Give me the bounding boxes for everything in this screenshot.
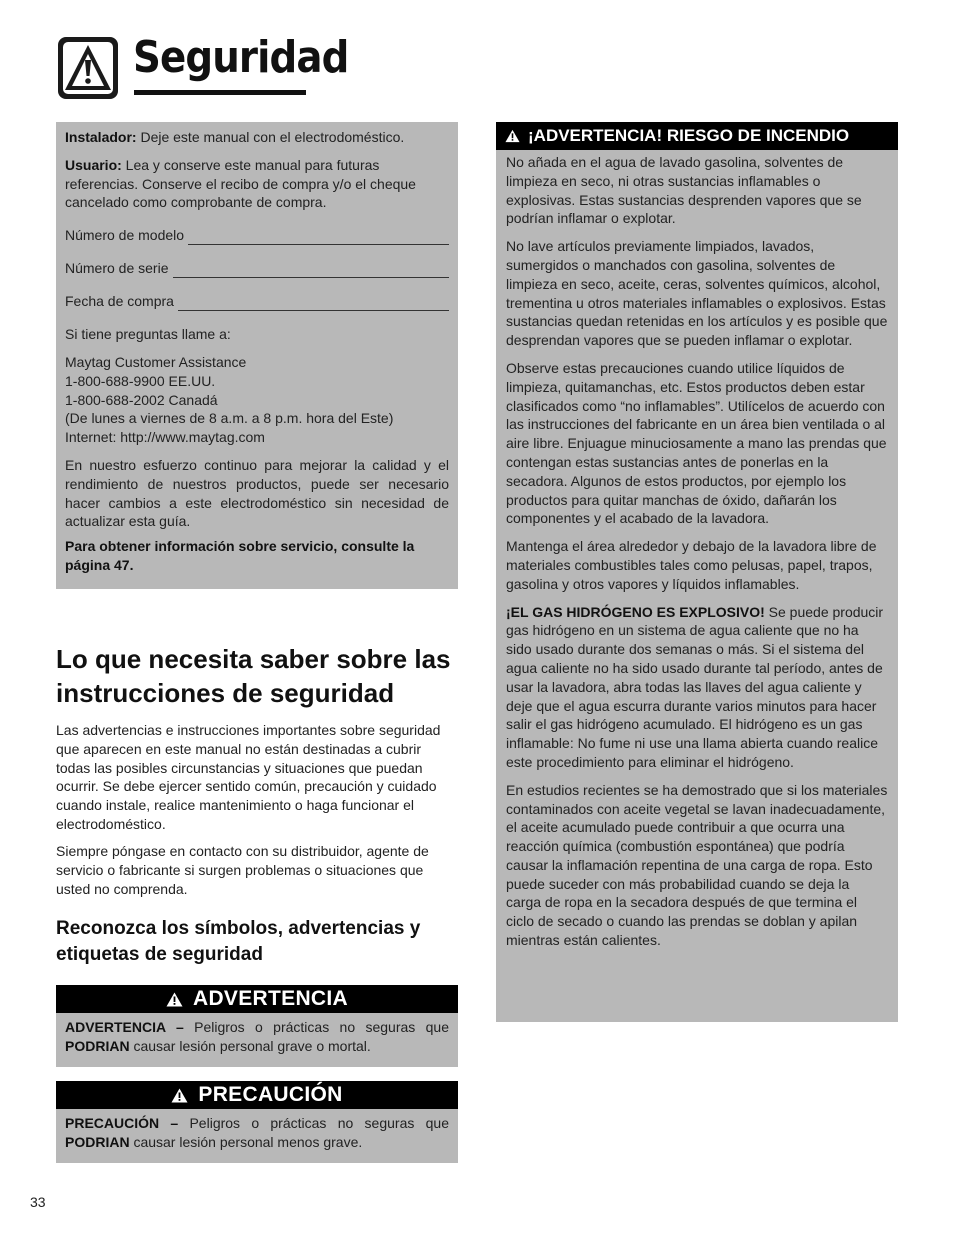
- purchase-date-field: Fecha de compra: [65, 292, 449, 311]
- fire-paragraph: No añada en el agua de lavado gasolina, solventes de limpieza en seco, ni otras sustancias inflamables o explosivas. Estas sustancias desprenden vapores que se podrían inflamar o explotar.: [506, 154, 862, 227]
- fire-paragraph: No lave artículos previamente limpiados, lavados, sumergidos o manchados con gasolina, solventes de limpieza en seco, aceite, ceras, solventes químicos, alcohol, trementina u otros materiales inflamables o explosivos. Estas sustancias quedan retenidas en los artículos y es posible que desprendan vapores que se pueden inflamar o explotar.: [506, 238, 888, 349]
- owner-info-box: [56, 122, 458, 589]
- serial-number-field: Número de serie: [65, 259, 449, 278]
- symbols-heading: Reconozca los símbolos, advertencias y etiquetas de seguridad: [56, 918, 421, 965]
- alert-triangle-icon: [171, 1088, 188, 1103]
- precaucion-header: PRECAUCIÓN: [56, 1081, 458, 1109]
- warning-triangle-icon: [57, 36, 119, 100]
- hydrogen-warning: ¡EL GAS HIDRÓGENO ES EXPLOSIVO! Se puede producir gas hidrógeno en un sistema de agua caliente que no ha sido usado durante dos semanas o más. Si el sistema del agua caliente no ha sido usado durante tal período, antes de usar la lavadora, abra todas las llaves del agua caliente y deje que el agua escurra durante varios minutos para hacer salir el gas hidrógeno acumulado. El hidrógeno es un gas inflamable: No fume ni use una llama abierta cuando realice este procedimiento para eliminar el hidrógeno.: [506, 603, 884, 770]
- service-note: Para obtener información sobre servicio, consulte la página 47.: [65, 538, 415, 573]
- alert-triangle-icon: [505, 129, 520, 143]
- fire-paragraph: Observe estas precauciones cuando utilice líquidos de limpieza, quitamanchas, etc. Estos productos deben estar clasificados como “no inflamables”. Utilícelos de acuerdo con las instrucciones del fabricante en un área bien ventilada o al aire libre. Enjuague minuciosamente a mano las prendas que contengan estas sustancias antes de ponerlas en la secadora. Algunos de estos productos, por ejemplo los productos para quitar manchas de óxido, dañarán los componentes y el acabado de la lavadora.: [506, 359, 887, 527]
- precaucion-definition: PRECAUCIÓN – Peligros o prácticas no seguras que PODRIAN causar lesión personal menos grave.: [56, 1109, 458, 1163]
- precaucion-box: [56, 1081, 458, 1157]
- questions-text: Si tiene preguntas llame a:: [65, 326, 231, 343]
- alert-triangle-icon: [166, 992, 183, 1007]
- page-number: 33: [30, 1194, 46, 1210]
- advertencia-box: [56, 985, 458, 1061]
- improvement-note: En nuestro esfuerzo continuo para mejorar la calidad y el rendimiento de nuestros productos, puede ser necesario hacer cambios a este electrodoméstico sin necesidad de actualizar esta guía.: [65, 456, 449, 530]
- title-underline: [134, 90, 306, 95]
- fire-warning-header: ¡ADVERTENCIA! RIESGO DE INCENDIO: [496, 122, 898, 150]
- advertencia-header: ADVERTENCIA: [56, 985, 458, 1013]
- user-note: Usuario: Lea y conserve este manual para futuras referencias. Conserve el recibo de compra y/o el cheque cancelado como comprobante de compra.: [65, 156, 416, 211]
- intro-paragraph: Las advertencias e instrucciones importantes sobre seguridad que aparecen en este manual no están destinadas a cubrir todas las posibles circunstancias y situaciones que puedan ocurrir. Se debe ejercer sentido común, precaución y cuidado cuando instale, realice mantenimiento o haga funcionar el electrodoméstico.: [56, 722, 441, 832]
- model-number-field: Número de modelo: [65, 226, 449, 245]
- safety-section-heading: Lo que necesita saber sobre las instrucciones de seguridad: [56, 644, 451, 708]
- website-link[interactable]: Internet: http://www.maytag.com: [65, 429, 265, 446]
- advertencia-definition: ADVERTENCIA – Peligros o prácticas no seguras que PODRIAN causar lesión personal grave o mortal.: [56, 1013, 458, 1067]
- page-title: Seguridad: [133, 32, 349, 83]
- fire-paragraph: Mantenga el área alrededor y debajo de la lavadora libre de materiales combustibles tales como pelusas, papel, trapos, gasolina y otros vapores y líquidos inflamables.: [506, 538, 877, 592]
- installer-note: Instalador: Deje este manual con el electrodoméstico.: [65, 129, 405, 145]
- fire-warning-body: [496, 150, 898, 950]
- fire-warning-box: [496, 122, 898, 1022]
- fire-paragraph: En estudios recientes se ha demostrado que si los materiales contaminados con aceite vegetal se lavan inadecuadamente, el aceite acumulado puede contribuir a que ocurra una reacción química (combustión espontánea) que podría causar la inflamación repentina de una carga de ropa. Esto puede suceder con más probabilidad cuando se deja la carga de ropa en la secadora después de que termina el ciclo de secado o cuando las prendas se doblan y apilan mientras están calientes.: [506, 781, 888, 949]
- intro-paragraph: Siempre póngase en contacto con su distribuidor, agente de servicio o fabricante si surgen problemas o situaciones que usted no comprenda.: [56, 843, 429, 897]
- safety-intro: [56, 721, 458, 907]
- contact-block: Maytag Customer Assistance 1-800-688-9900 EE.UU. 1-800-688-2002 Canadá (De lunes a viernes de 8 a.m. a 8 p.m. hora del Este) Internet: http://www.maytag.com: [65, 353, 394, 446]
